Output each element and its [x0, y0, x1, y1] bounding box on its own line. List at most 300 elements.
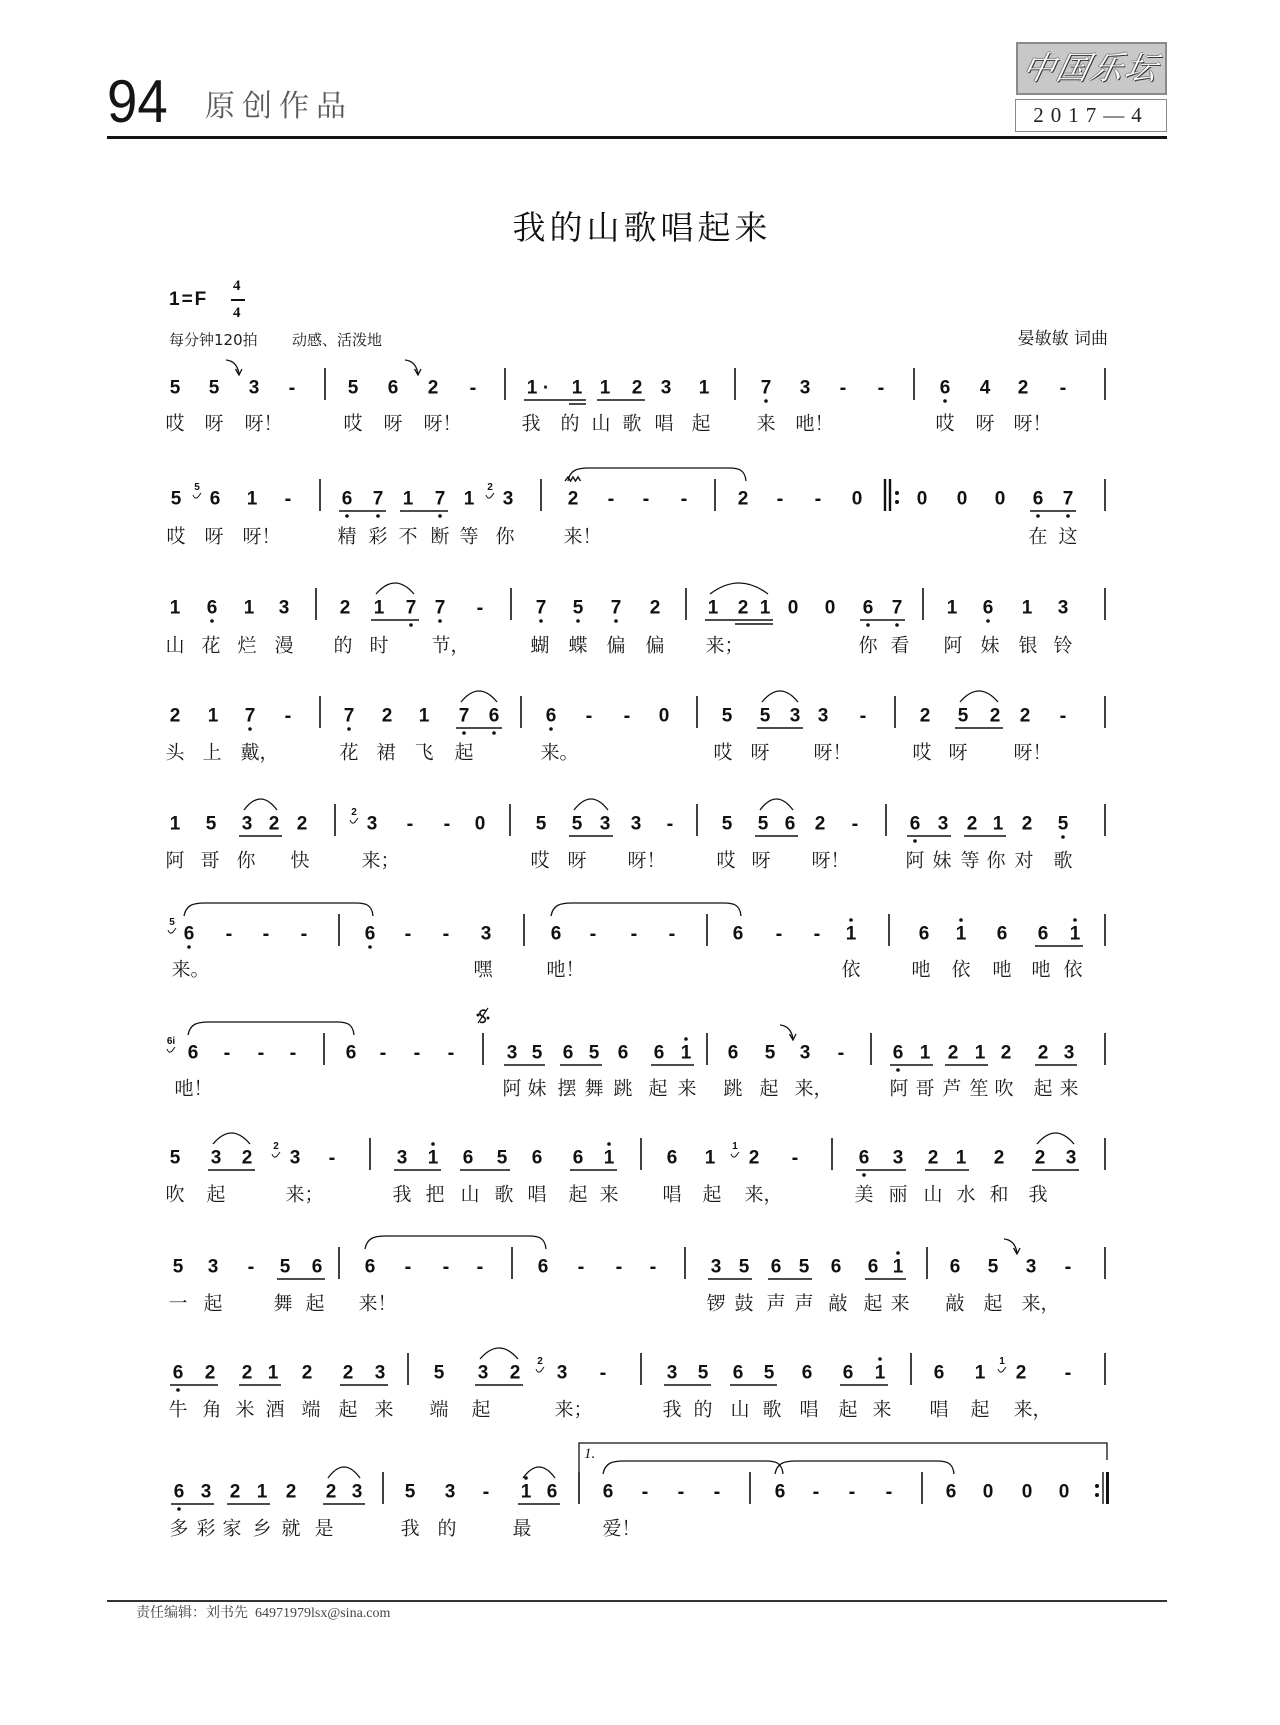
- note: 5: [208, 377, 220, 399]
- note: 7: [405, 597, 417, 619]
- footer-email: 64971979lsx@sina.com: [255, 1606, 391, 1621]
- low-octave-dot: [862, 1173, 866, 1177]
- lyric-syllable: 起: [691, 412, 711, 435]
- low-octave-dot: [764, 399, 768, 403]
- sustain-dash: -: [859, 705, 867, 727]
- sustain-dash: -: [476, 597, 484, 619]
- note: 5: [721, 813, 733, 835]
- grace-hook-icon: [272, 1152, 280, 1157]
- note: 6: [801, 1362, 813, 1384]
- sustain-dash: -: [284, 488, 292, 510]
- note: 1: [520, 1481, 532, 1503]
- note: 5: [957, 705, 969, 727]
- note: 6: [602, 1481, 614, 1503]
- sustain-dash: -: [615, 1256, 623, 1278]
- note: 1: [680, 1042, 692, 1064]
- lyric-syllable: 来，: [794, 1077, 833, 1100]
- note: 2: [427, 377, 439, 399]
- sustain-dash: -: [851, 813, 859, 835]
- grace-hook-icon: [168, 928, 176, 933]
- sustain-dash: -: [837, 1042, 845, 1064]
- note: 5: [496, 1147, 508, 1169]
- note: 6: [666, 1147, 678, 1169]
- low-octave-dot: [614, 619, 618, 623]
- lyric-syllable: 角: [202, 1398, 222, 1421]
- sustain-dash: -: [812, 1481, 820, 1503]
- note: 6: [345, 1042, 357, 1064]
- note: 2: [204, 1362, 216, 1384]
- note: 2: [325, 1481, 337, 1503]
- lyric-syllable: 唱: [527, 1183, 547, 1206]
- sustain-dash: -: [1064, 1362, 1072, 1384]
- note: 1: [256, 1481, 268, 1503]
- grace-note: 5: [194, 482, 200, 493]
- note: 3: [1057, 597, 1069, 619]
- note: 7: [610, 597, 622, 619]
- note: 1: [759, 597, 771, 619]
- low-octave-dot: [462, 731, 466, 735]
- volta-label: 1.: [584, 1446, 596, 1462]
- note: 7: [244, 705, 256, 727]
- lyric-syllable: 鼓: [734, 1292, 754, 1315]
- slur: [710, 583, 768, 594]
- grace-hook-icon: [486, 493, 494, 498]
- lyric-syllable: 偏: [645, 634, 665, 657]
- lyric-syllable: 呀: [975, 412, 995, 435]
- lyric-syllable: 锣: [706, 1292, 726, 1315]
- lyric-syllable: 来；: [285, 1183, 324, 1206]
- lyric-syllable: 芦: [942, 1077, 962, 1100]
- sustain-dash: -: [288, 377, 296, 399]
- glide-arrow-icon: [405, 360, 418, 374]
- lyric-syllable: 来，: [744, 1183, 783, 1206]
- lyric-syllable: 来: [1059, 1077, 1079, 1100]
- slur: [523, 1467, 555, 1478]
- low-octave-dot: [549, 727, 553, 731]
- note: 6: [537, 1256, 549, 1278]
- lyric-syllable: 起: [702, 1183, 722, 1206]
- sustain-dash: -: [404, 923, 412, 945]
- note: 5: [170, 488, 182, 510]
- slur: [244, 799, 277, 810]
- sustain-dash: -: [589, 923, 597, 945]
- note: 5: [404, 1481, 416, 1503]
- note: 6: [982, 597, 994, 619]
- lyric-syllable: 你: [236, 849, 256, 872]
- lyric-syllable: 哎: [166, 525, 186, 548]
- lyric-syllable: 依: [841, 958, 861, 981]
- sustain-dash: -: [599, 1362, 607, 1384]
- lyric-syllable: 呀！: [423, 412, 462, 435]
- lyric-syllable: 你: [495, 525, 515, 548]
- note: 6: [546, 1481, 558, 1503]
- note: 6: [842, 1362, 854, 1384]
- note: 0: [658, 705, 670, 727]
- note: 3: [210, 1147, 222, 1169]
- sustain-dash: -: [443, 813, 451, 835]
- glide-arrowhead: [415, 369, 422, 375]
- sustain-dash: -: [877, 377, 885, 399]
- note: 6: [949, 1256, 961, 1278]
- lyric-syllable: 哎: [165, 412, 185, 435]
- note: 2: [927, 1147, 939, 1169]
- note: 0: [474, 813, 486, 835]
- note: 3: [366, 813, 378, 835]
- note: 6: [939, 377, 951, 399]
- note: 0: [1058, 1481, 1070, 1503]
- high-octave-dot: [1073, 918, 1077, 922]
- repeat-dot: [1095, 1484, 1099, 1488]
- note: 2: [748, 1147, 760, 1169]
- high-octave-dot: [684, 1037, 688, 1041]
- note: 5: [1057, 813, 1069, 835]
- footer-editor: 责任编辑：刘书先: [136, 1606, 248, 1621]
- lyric-syllable: 唱: [799, 1398, 819, 1421]
- grace-hook-icon: [731, 1152, 739, 1157]
- slur: [376, 583, 414, 594]
- low-octave-dot: [943, 399, 947, 403]
- lyric-syllable: 哥: [200, 849, 220, 872]
- note: 1: [955, 1147, 967, 1169]
- glide-arrow-icon: [1004, 1239, 1017, 1253]
- lyric-syllable: 等: [459, 525, 479, 548]
- note: 1: [919, 1042, 931, 1064]
- lyric-syllable: 吹: [165, 1183, 185, 1206]
- lyric-syllable: 我: [392, 1183, 412, 1206]
- lyric-syllable: 起: [970, 1398, 990, 1421]
- lyric-syllable: 的: [333, 634, 353, 657]
- lyric-syllable: 山: [165, 634, 185, 657]
- tie: [188, 1022, 354, 1035]
- note: 5: [571, 813, 583, 835]
- note: 5: [763, 1362, 775, 1384]
- low-octave-dot: [345, 514, 349, 518]
- lyric-syllable: 花: [201, 634, 221, 657]
- tie: [603, 1461, 783, 1474]
- note: 6: [830, 1256, 842, 1278]
- note: 0: [994, 488, 1006, 510]
- lyric-syllable: 起: [454, 741, 474, 764]
- note: 6: [206, 597, 218, 619]
- note: 0: [982, 1481, 994, 1503]
- lyric-syllable: 戴，: [240, 741, 279, 764]
- note: 2: [947, 1042, 959, 1064]
- lyric-syllable: 是: [314, 1517, 334, 1540]
- note: 7: [458, 705, 470, 727]
- note: 3: [630, 813, 642, 835]
- note: 3: [937, 813, 949, 835]
- note: 3: [599, 813, 611, 835]
- lyric-syllable: 起: [305, 1292, 325, 1315]
- note: 2: [737, 488, 749, 510]
- sustain-dash: -: [442, 1256, 450, 1278]
- lyric-syllable: 牛: [168, 1398, 188, 1421]
- lyric-syllable: 敲: [945, 1292, 965, 1315]
- lyric-syllable: 依: [1063, 958, 1083, 981]
- note: 7: [434, 597, 446, 619]
- lyric-syllable: 吔！: [174, 1077, 213, 1100]
- note: 5: [205, 813, 217, 835]
- sustain-dash: -: [289, 1042, 297, 1064]
- lyric-syllable: 哎: [912, 741, 932, 764]
- note: 3: [799, 1042, 811, 1064]
- note: 0: [1021, 1481, 1033, 1503]
- lyric-syllable: 家: [222, 1517, 242, 1540]
- lyric-syllable: 起: [863, 1292, 883, 1315]
- sustain-dash: -: [300, 923, 308, 945]
- note: 2: [1015, 1362, 1027, 1384]
- low-octave-dot: [539, 619, 543, 623]
- lyric-syllable: 时: [369, 634, 389, 657]
- note: 6: [341, 488, 353, 510]
- lyric-syllable: 起: [983, 1292, 1003, 1315]
- note: 7: [1062, 488, 1074, 510]
- note: 6: [187, 1042, 199, 1064]
- note: 0: [916, 488, 928, 510]
- lyric-syllable: 呀！: [627, 849, 666, 872]
- lyric-syllable: 呀！: [1013, 412, 1052, 435]
- sustain-dash: -: [262, 923, 270, 945]
- low-octave-dot: [866, 623, 870, 627]
- lyric-syllable: 蝴: [530, 634, 550, 657]
- lyric-syllable: 精: [337, 525, 357, 548]
- note: 5: [347, 377, 359, 399]
- lyric-syllable: 妹: [980, 634, 1000, 657]
- note: 1: [526, 377, 538, 399]
- lyric-syllable: 最: [512, 1517, 532, 1540]
- sustain-dash: -: [814, 488, 822, 510]
- note: 6: [311, 1256, 323, 1278]
- lyric-syllable: 呀！: [244, 412, 283, 435]
- lyric-syllable: 吔: [911, 958, 931, 981]
- lyric-syllable: 来: [756, 412, 776, 435]
- lyric-syllable: 歌: [1053, 849, 1073, 872]
- tie: [365, 1236, 546, 1249]
- note: 6: [918, 923, 930, 945]
- lyric-syllable: 起: [203, 1292, 223, 1315]
- note: 3: [556, 1362, 568, 1384]
- lyric-syllable: 妹: [932, 849, 952, 872]
- repeat-dot: [1095, 1493, 1099, 1497]
- grace-note: 6i: [166, 1036, 176, 1047]
- note: 2: [1000, 1042, 1012, 1064]
- note: 1: [874, 1362, 886, 1384]
- note: 6: [531, 1147, 543, 1169]
- note: 6: [732, 923, 744, 945]
- lyric-syllable: 乡: [252, 1517, 272, 1540]
- lyric-syllable: 哎: [713, 741, 733, 764]
- lyric-syllable: 来，: [1013, 1398, 1052, 1421]
- lyric-syllable: 吔: [1031, 958, 1051, 981]
- sustain-dash: -: [607, 488, 615, 510]
- note: 1: [169, 597, 181, 619]
- sustain-dash: -: [623, 705, 631, 727]
- lyric-syllable: 嘿: [473, 958, 493, 981]
- note: 6: [387, 377, 399, 399]
- slur: [574, 799, 608, 810]
- lyric-syllable: 歌: [494, 1183, 514, 1206]
- repeat-dot: [895, 500, 899, 504]
- lyric-syllable: 端: [429, 1398, 449, 1421]
- sustain-dash: -: [666, 813, 674, 835]
- tie: [568, 468, 746, 481]
- lyric-syllable: 起: [568, 1183, 588, 1206]
- tie: [551, 903, 741, 916]
- sustain-dash: -: [776, 488, 784, 510]
- slur: [960, 691, 998, 702]
- grace-note: 1: [732, 1141, 738, 1152]
- note: 6: [732, 1362, 744, 1384]
- lyric-syllable: 对: [1014, 849, 1034, 872]
- lyric-syllable: 阿: [943, 634, 963, 657]
- grace-hook-icon: [350, 818, 358, 823]
- note: 2: [1034, 1147, 1046, 1169]
- lyric-syllable: 摆: [557, 1077, 577, 1100]
- sustain-dash: -: [885, 1481, 893, 1503]
- lyric-syllable: 起: [838, 1398, 858, 1421]
- lyric-syllable: 呀！: [1013, 741, 1052, 764]
- lyric-syllable: 等: [960, 849, 980, 872]
- lyric-syllable: 笙: [969, 1077, 989, 1100]
- glide-arrowhead: [236, 369, 243, 375]
- note: 5: [588, 1042, 600, 1064]
- note: 6: [572, 1147, 584, 1169]
- lyric-syllable: 哎: [343, 412, 363, 435]
- note: 1: [463, 488, 475, 510]
- lyric-syllable: 跳: [613, 1077, 633, 1100]
- grace-note: 2: [273, 1141, 279, 1152]
- segno-dot: [477, 1014, 480, 1017]
- sustain-dash: -: [1059, 377, 1067, 399]
- lyric-syllable: 来；: [705, 634, 744, 657]
- note: 3: [1065, 1147, 1077, 1169]
- grace-note: 2: [351, 807, 357, 818]
- note: 1: [427, 1147, 439, 1169]
- lyric-syllable: 的: [437, 1517, 457, 1540]
- low-octave-dot: [176, 1388, 180, 1392]
- note: 1: [402, 488, 414, 510]
- lyric-syllable: 烂: [237, 634, 257, 657]
- lyric-syllable: 来。: [540, 741, 579, 764]
- lyric-syllable: 彩: [196, 1517, 216, 1540]
- grace-note: 5: [169, 917, 175, 928]
- low-octave-dot: [1061, 835, 1065, 839]
- note: 2: [1021, 813, 1033, 835]
- page-number: 94: [107, 68, 168, 135]
- note: 1: [955, 923, 967, 945]
- note: 7: [760, 377, 772, 399]
- lyric-syllable: 哥: [915, 1077, 935, 1100]
- note: 7: [372, 488, 384, 510]
- lyric-syllable: 断: [430, 525, 450, 548]
- slur: [461, 691, 497, 702]
- lyric-syllable: 美: [854, 1183, 874, 1206]
- note: 6: [172, 1362, 184, 1384]
- note: 6: [1032, 488, 1044, 510]
- note: 6: [488, 705, 500, 727]
- lyric-syllable: 节，: [431, 634, 470, 657]
- note: 5: [697, 1362, 709, 1384]
- volta-bracket: [579, 1443, 1107, 1473]
- note: 1: [704, 1147, 716, 1169]
- lyric-syllable: 丽: [888, 1183, 908, 1206]
- mordent-icon: [565, 477, 581, 481]
- lyric-syllable: 来: [872, 1398, 892, 1421]
- note: 2: [169, 705, 181, 727]
- note: 6: [173, 1481, 185, 1503]
- note: 5: [764, 1042, 776, 1064]
- sustain-dash: -: [839, 377, 847, 399]
- lyric-syllable: 多: [169, 1517, 189, 1540]
- sustain-dash: -: [257, 1042, 265, 1064]
- note: ·: [542, 377, 550, 399]
- footer-rule: [107, 1600, 1167, 1602]
- glide-arrow-icon: [780, 1025, 793, 1039]
- lyric-syllable: 把: [425, 1183, 445, 1206]
- lyric-syllable: 来！: [563, 525, 602, 548]
- lyric-syllable: 来。: [171, 958, 210, 981]
- sustain-dash: -: [284, 705, 292, 727]
- repeat-dot: [895, 491, 899, 495]
- song-title: 我的山歌唱起来: [512, 208, 772, 247]
- low-octave-dot: [1066, 514, 1070, 518]
- note: 2: [1017, 377, 1029, 399]
- note: 3: [710, 1256, 722, 1278]
- lyric-syllable: 飞: [414, 741, 434, 764]
- lyric-syllable: 唱: [654, 412, 674, 435]
- note: 5: [721, 705, 733, 727]
- note: 6: [784, 813, 796, 835]
- lyric-syllable: 起: [648, 1077, 668, 1100]
- lyric-syllable: 哎: [716, 849, 736, 872]
- note: 3: [660, 377, 672, 399]
- note: 1: [845, 923, 857, 945]
- lyric-syllable: 端: [301, 1398, 321, 1421]
- tie: [775, 1461, 954, 1474]
- note: 0: [787, 597, 799, 619]
- lyric-syllable: 你: [858, 634, 878, 657]
- note: 3: [799, 377, 811, 399]
- time-signature-top: 4: [233, 278, 241, 294]
- sustain-dash: -: [641, 1481, 649, 1503]
- lyric-syllable: 歌: [622, 412, 642, 435]
- segno-icon: [480, 1010, 486, 1022]
- lyric-syllable: 起: [471, 1398, 491, 1421]
- lyric-syllable: 不: [398, 525, 418, 548]
- lyric-syllable: 彩: [368, 525, 388, 548]
- sustain-dash: -: [223, 1042, 231, 1064]
- note: 5: [433, 1362, 445, 1384]
- note: 6: [209, 488, 221, 510]
- lyric-syllable: 来，: [1021, 1292, 1060, 1315]
- note: 6: [996, 923, 1008, 945]
- note: 5: [798, 1256, 810, 1278]
- lyric-syllable: 妹: [527, 1077, 547, 1100]
- magazine-name: 中国乐坛: [1019, 49, 1164, 87]
- note: 2: [1037, 1042, 1049, 1064]
- sustain-dash: -: [791, 1147, 799, 1169]
- note: 1: [892, 1256, 904, 1278]
- lyric-syllable: 起: [338, 1398, 358, 1421]
- lyric-syllable: 爱！: [602, 1517, 641, 1540]
- note: 0: [851, 488, 863, 510]
- slur: [1037, 1133, 1074, 1144]
- note: 3: [289, 1147, 301, 1169]
- segno-slash: [478, 1008, 488, 1023]
- glide-arrow-icon: [226, 360, 239, 374]
- slur: [328, 1467, 360, 1478]
- lyric-syllable: 声: [766, 1292, 786, 1315]
